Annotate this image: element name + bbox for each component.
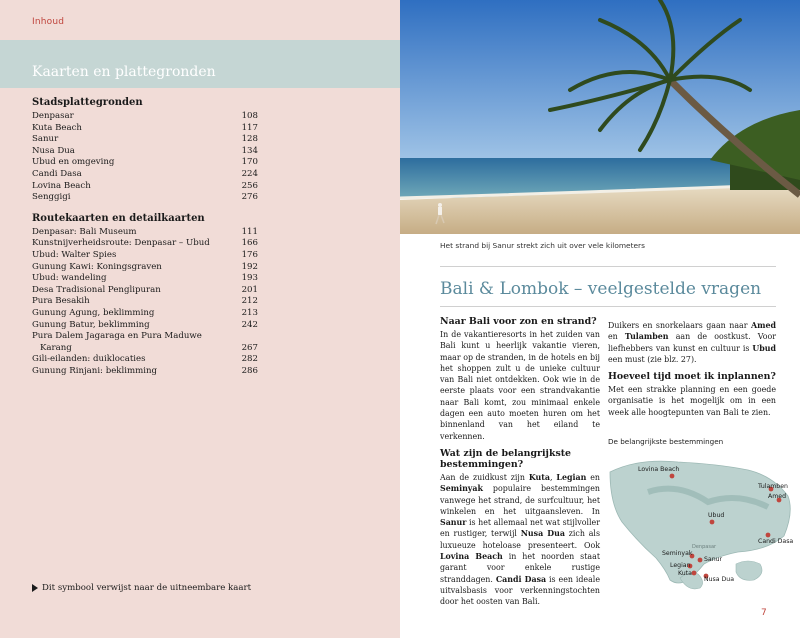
map-label-denpasar: Denpasar: [692, 544, 717, 550]
map-label-tulamben: Tulamben: [758, 483, 788, 490]
toc-row[interactable]: Lovina Beach 256: [32, 180, 258, 191]
beach-photo: [400, 0, 800, 234]
answer-text: Aan de zuidkust zijn Kuta, Legian en Seminyak populaire bestemmingen vanwege het strand, de surfcultuur, het winkelen en het uitgaansleven. In Sanur is het allemaal net wat stijlvoller en rustiger, terwijl Nusa Dua zich als luxueuze hoteloase presenteert. Ook Lovina Beach in het noorden staat garant voor enkele rustige stranddagen. Candi Dasa is een ideale uitvalsbasis voor verkenningstochten door het oosten van Bali.: [440, 472, 600, 607]
toc-row[interactable]: Senggigi 276: [32, 192, 258, 203]
map-label-amed: Amed: [768, 493, 786, 500]
question-heading: Wat zijn de belangrijkste bestemmingen?: [440, 447, 572, 470]
map-label-legian: Legian: [670, 562, 691, 569]
toc-row[interactable]: Ubud: wandeling 193: [32, 273, 258, 284]
table-of-contents: [32, 96, 258, 377]
map-label-seminyak: Seminyak: [662, 550, 693, 557]
photo-caption: Het strand bij Sanur strekt zich uit over vele kilometers: [440, 241, 645, 250]
running-head: Inhoud: [32, 17, 65, 27]
map-label-nusa-dua: Nusa Dua: [704, 576, 735, 583]
toc-row[interactable]: Candi Dasa 224: [32, 168, 258, 179]
map-label-sanur: Sanur: [704, 556, 723, 563]
bali-map: [608, 452, 800, 600]
toc-row[interactable]: Gunung Kawi: Koningsgraven 192: [32, 261, 258, 272]
toc-row[interactable]: Denpasar 108: [32, 111, 258, 121]
beach-palm-illustration: [400, 0, 800, 234]
divider: [440, 306, 776, 307]
page-number: 7: [761, 608, 767, 618]
toc-row[interactable]: Gunung Agung, beklimming 213: [32, 307, 258, 318]
triangle-right-icon: [32, 584, 38, 592]
map-label-ubud: Ubud: [708, 512, 725, 519]
toc-row[interactable]: Pura Besakih 212: [32, 296, 258, 307]
answer-text: In de vakantieresorts in het zuiden van Bali kunt u heerlijk vakantie vieren, maar op de stranden, in de hotels en bij het shoppen zult u de unieke cultuur van Bali niet ontdekken. Ook wie in de eerste plaats voor een strandvakantie naar Bali komt, zou minimaal enkele dagen een auto moeten huren om het binnenland van het eiland te verkennen.: [440, 330, 600, 441]
toc-row-continuation[interactable]: Karang 267: [40, 342, 258, 353]
toc-row[interactable]: Ubud: Walter Spies 176: [32, 249, 258, 260]
answer-text: Duikers en snorkelaars gaan naar Amed en Tulamben aan de oostkust. Voor liefhebbers van kunst en cultuur is Ubud een must (zie blz. 27).: [608, 321, 776, 364]
toc-row[interactable]: Desa Tradisional Penglipuran 201: [32, 284, 258, 295]
group-heading: Stadsplattegronden: [32, 97, 143, 108]
map-label-kuta: Kuta: [678, 570, 692, 577]
right-page: [400, 0, 800, 638]
toc-row[interactable]: Sanur 128: [32, 134, 258, 145]
page-title: Bali & Lombok – veelgestelde vragen: [440, 279, 762, 299]
footnote: [32, 583, 251, 593]
question-heading: Hoeveel tijd moet ik inplannen?: [608, 371, 776, 383]
section-band: [0, 40, 400, 88]
text-column-1: [440, 316, 600, 614]
answer-text: Met een strakke planning en een goede organisatie is het mogelijk om in een week alle hoogtepunten van Bali te zien.: [608, 385, 776, 417]
text-column-2: [608, 320, 776, 424]
map-label-candi-dasa: Candi Dasa: [758, 538, 794, 545]
toc-row[interactable]: Pura Dalem Jagaraga en Pura Maduwe: [32, 331, 202, 342]
toc-row[interactable]: Ubud en omgeving 170: [32, 157, 258, 168]
group-heading: Routekaarten en detailkaarten: [32, 212, 205, 224]
toc-row[interactable]: Gunung Batur, beklimming 242: [32, 319, 258, 330]
map-label-lovina: Lovina Beach: [638, 466, 680, 473]
footnote-text: Dit symbool verwijst naar de uitneembare kaart: [42, 583, 252, 593]
section-title: Kaarten en plattegronden: [32, 64, 216, 80]
toc-row[interactable]: Gunung Rinjani: beklimming 286: [32, 365, 258, 376]
question-heading: Naar Bali voor zon en strand?: [440, 316, 597, 327]
map-caption: De belangrijkste bestemmingen: [608, 437, 724, 446]
toc-row[interactable]: Kuta Beach 117: [32, 122, 258, 133]
toc-row[interactable]: Kunstnijverheidsroute: Denpasar – Ubud 166: [32, 238, 258, 249]
toc-row[interactable]: Denpasar: Bali Museum 111: [32, 226, 258, 237]
toc-row[interactable]: Gili-eilanden: duiklocaties 282: [32, 354, 258, 365]
toc-row[interactable]: Nusa Dua 134: [32, 145, 258, 156]
divider: [440, 266, 776, 267]
